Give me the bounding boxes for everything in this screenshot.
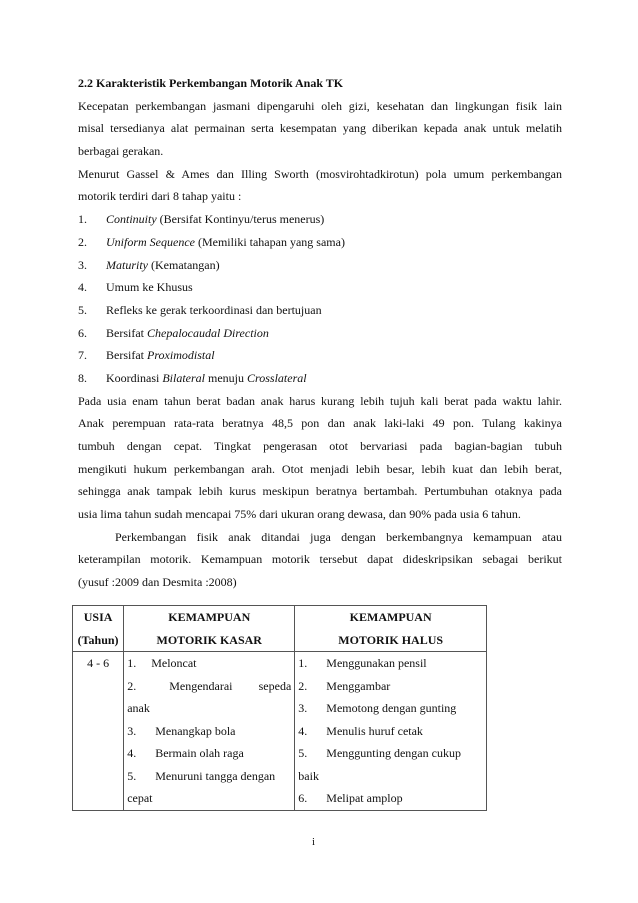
list-number: 8. (78, 370, 87, 385)
table-row (73, 652, 487, 811)
paragraph-line: Anak perempuan rata-rata beratnya 48,5 pon dan anak laki-laki 49 pon. Tulang kakinya (78, 416, 562, 431)
list-item: 4. Umum ke Khusus (78, 276, 562, 299)
paragraph-line: usia lima tahun sudah mencapai 75% dari ukuran orang dewasa, dan 90% pada usia 6 tahun. (78, 507, 521, 522)
paragraph-line: Perkembangan fisik anak ditandai juga dengan berkembangnya kemampuan atau (115, 529, 562, 544)
paragraph-line: mengikuti hukum perkembangan arah. Otot menjadi lebih besar, lebih kuat dan lebih berat, (78, 461, 562, 476)
list-number: 6. (78, 325, 87, 340)
paragraph-line: motorik terdiri dari 8 tahap yaitu : (78, 189, 242, 204)
list-item: 4. Bermain olah raga (127, 746, 244, 760)
list-number: 3. (78, 257, 87, 272)
list-item: 5. Refleks ke gerak terkoordinasi dan bertujuan (78, 299, 562, 322)
paragraph-line: sehingga anak tampak lebih kurus meskipun beratnya bertambah. Pertumbuhan otaknya pada (78, 484, 562, 499)
cell-halus (295, 652, 487, 811)
list-item: baik (298, 768, 319, 783)
list-item: 1. Continuity (Bersifat Kontinyu/terus menerus) (78, 208, 562, 231)
header-halus: KEMAMPUAN MOTORIK HALUS (295, 606, 487, 652)
header-usia: USIA (Tahun) (73, 606, 124, 652)
paragraph-line: keterampilan motorik. Kemampuan motorik tersebut dapat dideskripsikan sebagai berikut (78, 552, 562, 567)
motor-skills-table (72, 605, 487, 811)
list-number: 1. (78, 212, 87, 227)
table-header-row (73, 606, 487, 652)
list-item: 2. Uniform Sequence (Memiliki tahapan yang sama) (78, 231, 562, 254)
list-item: 8. Koordinasi Bilateral menuju Crosslateral (78, 367, 562, 390)
list-item: 1. Menggunakan pensil (298, 656, 427, 670)
list-number: 7. (78, 348, 87, 363)
list-item: 5. Menggunting dengan cukup (298, 746, 461, 760)
list-number: 5. (78, 302, 87, 317)
section-heading: 2.2 Karakteristik Perkembangan Motorik Anak TK (78, 76, 344, 90)
list-item: anak (127, 701, 150, 715)
list-number: 4. (78, 280, 87, 295)
list-item: 2. Mengendarai sepeda (127, 678, 292, 693)
list-item: 7. Bersifat Proximodistal (78, 344, 562, 367)
paragraph-line: Menurut Gassel & Ames dan Illing Sworth (mosvirohtadkirotun) pola umum perkembangan (78, 166, 562, 181)
document-body (78, 72, 562, 594)
paragraph-line: Kecepatan perkembangan jasmani dipengaruhi oleh gizi, kesehatan dan lingkungan fisik lain (78, 98, 562, 113)
cell-usia: 4 - 6 (73, 652, 124, 811)
list-item: 6. Bersifat Chepalocaudal Direction (78, 322, 562, 345)
page-number: i (312, 836, 316, 848)
list-item: 2. Menggambar (298, 678, 391, 693)
list-item: 3. Memotong dengan gunting (298, 701, 457, 715)
header-kasar: KEMAMPUAN MOTORIK KASAR (124, 606, 295, 652)
list-item: cepat (127, 791, 153, 805)
paragraph-line: (yusuf :2009 dan Desmita :2008) (78, 575, 237, 590)
paragraph-line: misal tersedianya alat permainan serta kesempatan yang diberikan kepada anak untuk melatih (78, 121, 562, 136)
paragraph-line: berbagai gerakan. (78, 144, 164, 159)
paragraph-line: tumbuh dengan cepat. Tingkat pengerasan otot bervariasi pada bagian-bagian tubuh (78, 439, 562, 453)
list-item: 3. Maturity (Kematangan) (78, 254, 562, 277)
list-item: 6. Melipat amplop (298, 791, 403, 805)
list-item: 4. Menulis huruf cetak (298, 723, 423, 738)
list-item: 1. Meloncat (127, 656, 197, 670)
list-number: 2. (78, 234, 87, 249)
list-item: 5. Menuruni tangga dengan (127, 768, 276, 783)
paragraph-line: Pada usia enam tahun berat badan anak harus kurang lebih tujuh kali berat pada waktu lahir. (78, 393, 562, 408)
list-item: 3. Menangkap bola (127, 723, 236, 738)
cell-kasar (124, 652, 295, 811)
